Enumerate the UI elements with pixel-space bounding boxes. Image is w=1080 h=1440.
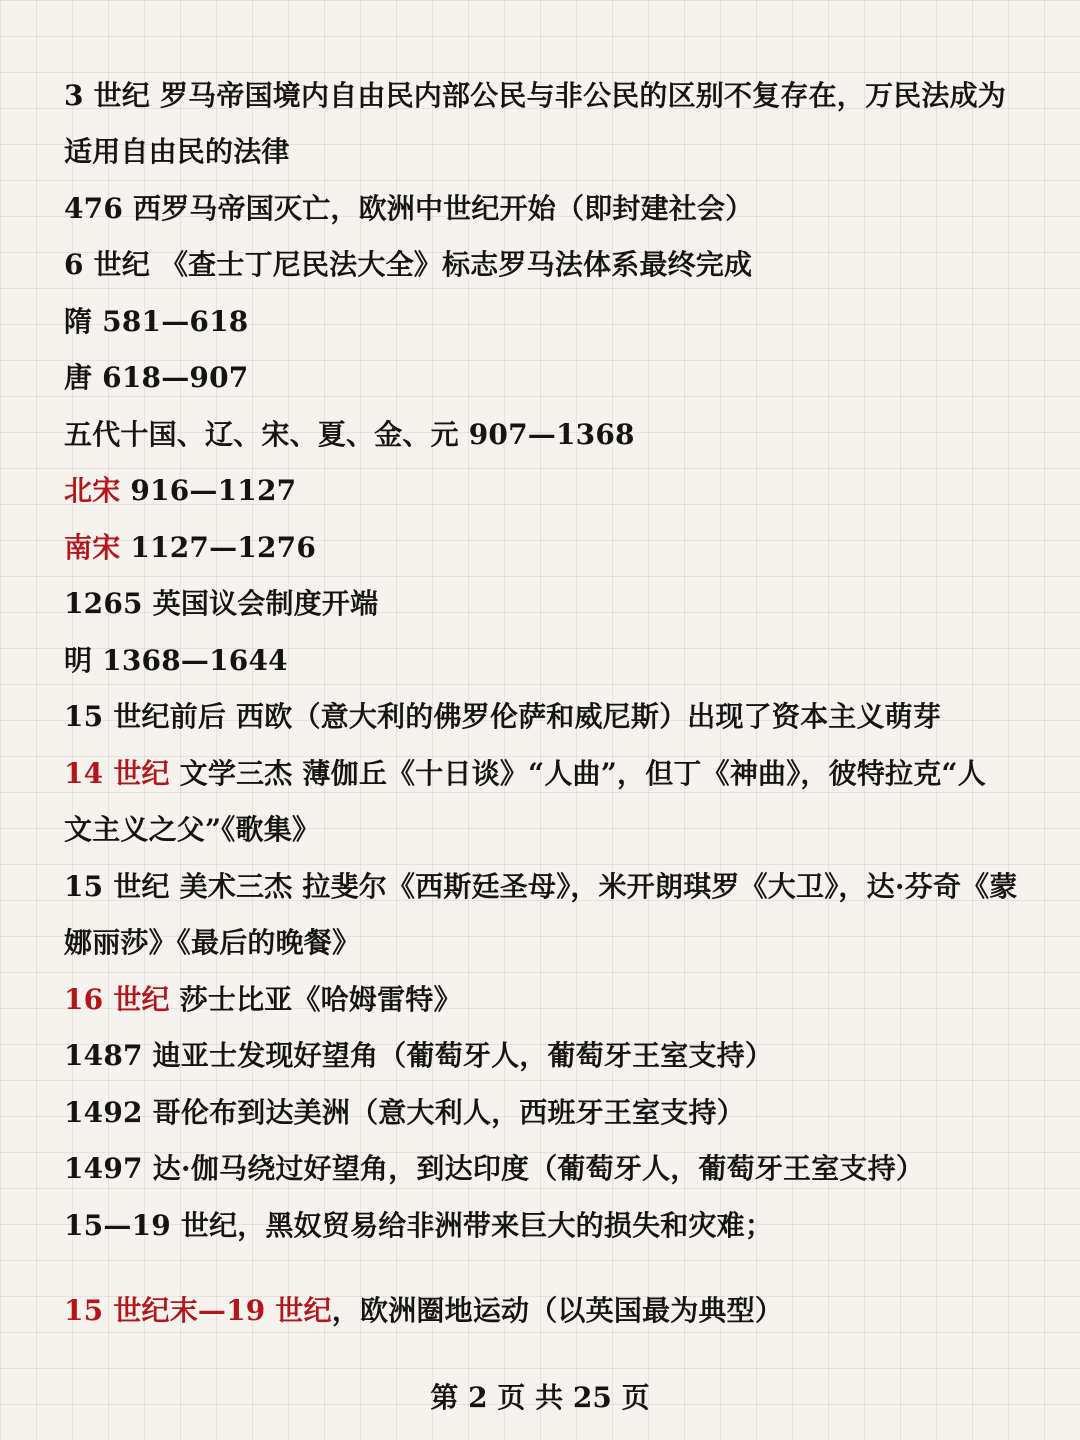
line-text: 476 西罗马帝国灭亡，欧洲中世纪开始（即封建社会） [64, 192, 754, 225]
text-line [64, 68, 1040, 124]
line-text: 文主义之父”《歌集》 [64, 813, 321, 846]
highlight-text: 南宋 [64, 531, 121, 564]
line-text: 五代十国、辽、宋、夏、金、元 907—1368 [64, 418, 635, 451]
text-line [64, 124, 1040, 180]
line-text: 15—19 世纪，黑奴贸易给非洲带来巨大的损失和灾难； [64, 1209, 774, 1242]
text-line [64, 1028, 1040, 1084]
line-text: 1497 达·伽马绕过好望角，到达印度（葡萄牙人，葡萄牙王室支持） [64, 1152, 925, 1185]
text-line [64, 350, 1040, 406]
highlight-text: 北宋 [64, 474, 121, 507]
text-line [64, 633, 1040, 689]
line-text: 唐 618—907 [64, 361, 249, 394]
text-line [64, 1085, 1040, 1141]
text-line [64, 859, 1040, 915]
text-line [64, 463, 1040, 519]
text-line [64, 1198, 1040, 1254]
line-text: 1127—1276 [120, 531, 317, 564]
line-text: 适用自由民的法律 [64, 135, 290, 168]
line-text: 916—1127 [120, 474, 297, 507]
line-text: 15 世纪 美术三杰 拉斐尔《西斯廷圣母》，米开朗琪罗《大卫》，达·芬奇《蒙 [64, 870, 1018, 903]
highlight-text: 14 世纪 [64, 757, 170, 790]
line-text: 3 世纪 罗马帝国境内自由民内部公民与非公民的区别不复存在，万民法成为 [64, 79, 1006, 112]
text-line [64, 237, 1040, 293]
line-text: 1265 英国议会制度开端 [64, 587, 379, 620]
line-text: 明 1368—1644 [64, 644, 288, 677]
text-line [64, 689, 1040, 745]
line-text: 1492 哥伦布到达美洲（意大利人，西班牙王室支持） [64, 1096, 745, 1129]
page-number: 第 2 页 共 25 页 [430, 1381, 650, 1414]
line-text: 6 世纪 《查士丁尼民法大全》标志罗马法体系最终完成 [64, 248, 753, 281]
text-line [64, 407, 1040, 463]
text-line [64, 972, 1040, 1028]
line-text: 莎士比亚《哈姆雷特》 [169, 983, 462, 1016]
line-text: 娜丽莎》《最后的晚餐》 [64, 926, 361, 959]
line-text: 隋 581—618 [64, 305, 249, 338]
line-text: 1487 迪亚士发现好望角（葡萄牙人，葡萄牙王室支持） [64, 1039, 774, 1072]
highlight-text: 15 世纪末—19 世纪 [64, 1294, 332, 1327]
text-line [64, 1141, 1040, 1197]
text-line [64, 294, 1040, 350]
text-line [64, 802, 1040, 858]
text-line [64, 576, 1040, 632]
text-line [64, 520, 1040, 576]
text-line [64, 915, 1040, 971]
text-line [64, 181, 1040, 237]
text-line [64, 1283, 1040, 1339]
line-text: ，欧洲圈地运动（以英国最为典型） [331, 1294, 784, 1327]
highlight-text: 16 世纪 [64, 983, 170, 1016]
line-text: 文学三杰 薄伽丘《十日谈》“人曲”，但丁《神曲》，彼特拉克“人 [169, 757, 986, 790]
text-line [64, 746, 1040, 802]
line-text: 15 世纪前后 西欧（意大利的佛罗伦萨和威尼斯）出现了资本主义萌芽 [64, 700, 942, 733]
